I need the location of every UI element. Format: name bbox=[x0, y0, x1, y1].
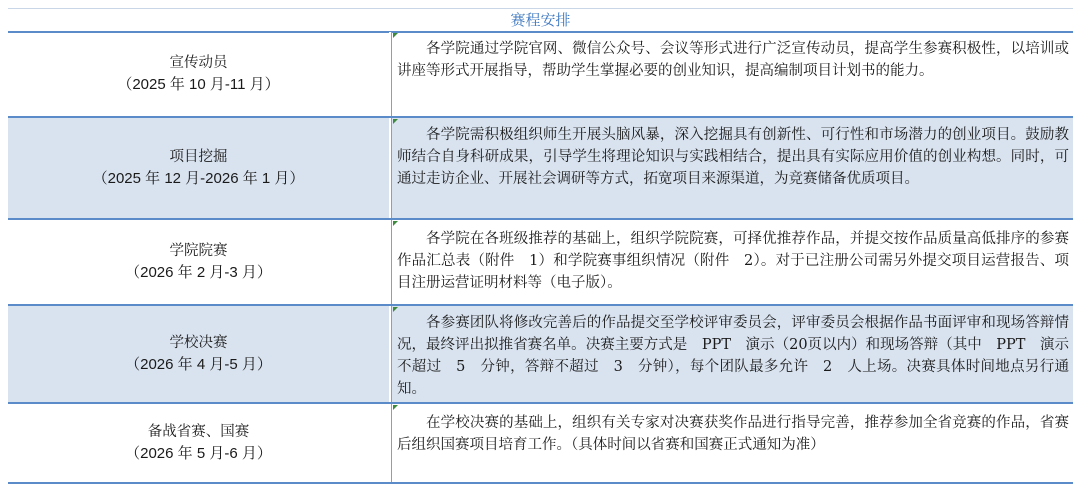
stage-description-cell bbox=[391, 220, 1073, 304]
stage-dates: （2026 年 2 月-3 月） bbox=[125, 264, 272, 281]
stage-cell bbox=[8, 306, 391, 402]
stage-dates: （2026 年 4 月-5 月） bbox=[125, 356, 272, 373]
stage-name: 学院院赛 bbox=[169, 243, 228, 259]
stage-description-cell bbox=[391, 306, 1073, 402]
stage-dates: （2026 年 5 月-6 月） bbox=[125, 445, 272, 462]
stage-description-cell bbox=[391, 118, 1073, 218]
stage-name: 宣传动员 bbox=[169, 55, 228, 71]
stage-description: 各学院在各班级推荐的基础上，组织学院院赛，可择优推荐作品，并提交按作品质量高低排序的参赛作品汇总表（附件 1）和学院赛事组织情况（附件 2）。对于已注册公司需另外提交项目运营报告、项目注册运营证明材料等（电子版）。 bbox=[397, 231, 1069, 291]
stage-cell bbox=[8, 118, 391, 218]
stage-description: 各参赛团队将修改完善后的作品提交至学校评审委员会，评审委员会根据作品书面评审和现场答辩情况，最终评出拟推省赛名单。决赛主要方式是 PPT 演示（20页以内）和现场答辩（其中 PPT 演示不超过 5 分钟，答辩不超过 3 分钟），每个团队最多允许 2 人上场。决赛具体时间地点另行通知。 bbox=[397, 315, 1069, 397]
cell-corner-marker-icon bbox=[393, 405, 398, 410]
cell-corner-marker-icon bbox=[393, 119, 398, 124]
stage-description: 在学校决赛的基础上，组织有关专家对决赛获奖作品进行指导完善，推荐参加全省竞赛的作品，省赛后组织国赛项目培育工作。（具体时间以省赛和国赛正式通知为准） bbox=[397, 415, 1069, 453]
stage-name: 备战省赛、国赛 bbox=[147, 424, 250, 440]
stage-cell bbox=[8, 220, 391, 304]
stage-description-cell bbox=[391, 404, 1073, 482]
schedule-title: 赛程安排 bbox=[8, 8, 1073, 33]
schedule-row bbox=[8, 32, 1073, 118]
schedule-row bbox=[8, 118, 1073, 220]
stage-dates: （2025 年 12 月-2026 年 1 月） bbox=[92, 170, 305, 187]
cell-corner-marker-icon bbox=[393, 221, 398, 226]
schedule-row bbox=[8, 220, 1073, 306]
stage-name: 学校决赛 bbox=[169, 335, 228, 351]
schedule-row bbox=[8, 404, 1073, 484]
schedule-row bbox=[8, 306, 1073, 404]
stage-cell bbox=[8, 404, 391, 482]
stage-description-cell bbox=[391, 32, 1073, 116]
cell-corner-marker-icon bbox=[393, 307, 398, 312]
stage-cell bbox=[8, 32, 391, 116]
stage-description: 各学院通过学院官网、微信公众号、会议等形式进行广泛宣传动员，提高学生参赛积极性，以培训或讲座等形式开展指导，帮助学生掌握必要的创业知识，提高编制项目计划书的能力。 bbox=[397, 41, 1069, 79]
stage-dates: （2025 年 10 月-11 月） bbox=[117, 76, 280, 93]
cell-corner-marker-icon bbox=[393, 33, 398, 38]
stage-name: 项目挖掘 bbox=[169, 149, 228, 165]
stage-description: 各学院需积极组织师生开展头脑风暴，深入挖掘具有创新性、可行性和市场潜力的创业项目。鼓励教师结合自身科研成果，引导学生将理论知识与实践相结合，提出具有实际应用价值的创业构想。同时，可通过走访企业、开展社会调研等方式，拓宽项目来源渠道，为竞赛储备优质项目。 bbox=[397, 127, 1069, 187]
schedule-table bbox=[8, 32, 1073, 484]
